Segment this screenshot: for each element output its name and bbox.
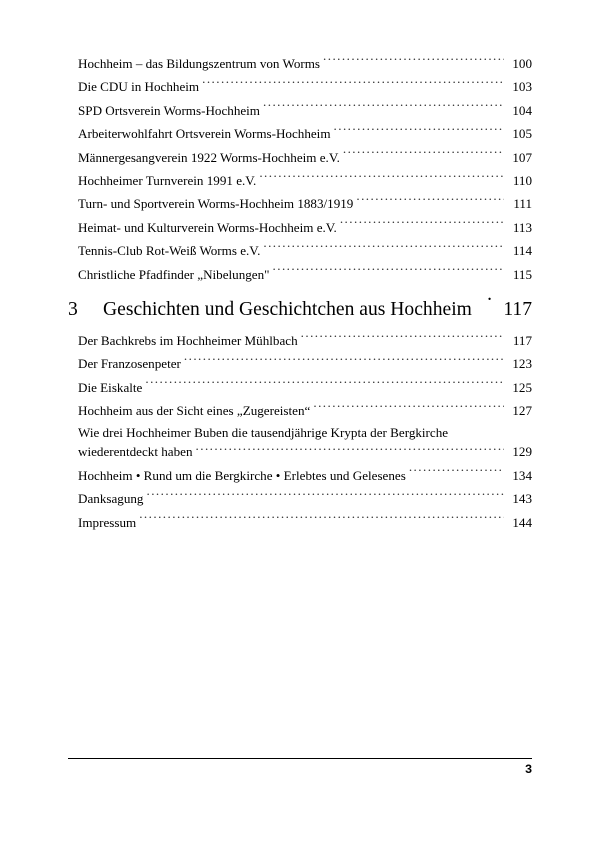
- toc-entry[interactable]: [68, 169, 532, 192]
- dot-leader: [340, 219, 504, 232]
- dot-leader: [259, 172, 504, 185]
- toc-entry-title: SPD Ortsverein Worms-Hochheim: [78, 102, 260, 118]
- toc-entry-title: Die CDU in Hochheim: [78, 79, 200, 95]
- dot-leader: [139, 514, 504, 527]
- toc-entry[interactable]: [68, 99, 532, 122]
- toc-entry-title: Danksagung: [78, 491, 144, 507]
- toc-entry-page: 114: [512, 243, 532, 259]
- toc-entry-title: Heimat- und Kulturverein Worms-Hochheim e.V.: [78, 219, 337, 235]
- toc-entry-page: 111: [513, 196, 532, 212]
- toc-entry[interactable]: [68, 464, 532, 487]
- toc-entry[interactable]: [68, 146, 532, 169]
- toc-entry-title: Arbeiterwohlfahrt Ortsverein Worms-Hochheim: [78, 126, 331, 142]
- toc-entry[interactable]: [68, 52, 532, 75]
- footer-page-number: 3: [525, 762, 532, 776]
- toc-entry-multiline[interactable]: [68, 423, 532, 464]
- toc-entry[interactable]: [68, 122, 532, 145]
- footer-divider: [68, 758, 532, 759]
- toc-entry-title-line2: wiederentdeckt haben: [78, 444, 193, 460]
- dot-leader: [313, 402, 504, 415]
- toc-entry-page: 110: [512, 173, 532, 189]
- dot-leader: [409, 467, 504, 480]
- toc-entry-title-line2-row: [78, 442, 532, 462]
- toc-entry[interactable]: [68, 192, 532, 215]
- toc-entry-title: Christliche Pfadfinder „Nibelungen": [78, 266, 270, 282]
- toc-entry[interactable]: [68, 399, 532, 422]
- toc-entry-page: 143: [512, 491, 532, 507]
- toc-entry-page: 117: [512, 333, 532, 349]
- toc-entry-page: 104: [512, 102, 532, 118]
- toc-entry[interactable]: [68, 216, 532, 239]
- toc-entry-title: Der Franzosenpeter: [78, 356, 181, 372]
- toc-entry[interactable]: [68, 352, 532, 375]
- table-of-contents: [68, 52, 532, 534]
- dot-leader: [343, 149, 504, 162]
- dot-leader: [145, 379, 504, 392]
- dot-leader: [263, 242, 504, 255]
- toc-entry[interactable]: [68, 487, 532, 510]
- toc-entry[interactable]: [68, 75, 532, 98]
- dot-leader: [356, 195, 504, 208]
- dot-leader: [263, 102, 504, 115]
- toc-entry-title: Hochheim – das Bildungszentrum von Worms: [78, 56, 321, 71]
- toc-chapter-heading[interactable]: [68, 293, 532, 327]
- toc-entry[interactable]: [68, 376, 532, 399]
- toc-entry-page: 129: [512, 444, 532, 460]
- dot-leader: [196, 443, 504, 456]
- toc-entry-title: Die Eiskalte: [78, 379, 143, 395]
- toc-entry[interactable]: [68, 329, 532, 352]
- toc-entry-title: Hochheim • Rund um die Bergkirche • Erlebtes und Gelesenes: [78, 467, 406, 483]
- toc-entry-page: 134: [512, 467, 532, 483]
- toc-entry-page: 105: [512, 126, 532, 142]
- dot-leader: [184, 355, 504, 368]
- toc-entry-title: Hochheimer Turnverein 1991 e.V.: [78, 173, 257, 189]
- toc-entry-page: 123: [512, 356, 532, 372]
- chapter-page: 117: [503, 299, 532, 321]
- dot-leader: [301, 332, 504, 345]
- toc-entry-page: 107: [512, 149, 532, 165]
- toc-entry-page: 125: [512, 379, 532, 395]
- dot-leader: [146, 490, 504, 503]
- toc-entry-page: 144: [512, 514, 532, 530]
- toc-entry-page: 127: [512, 403, 532, 419]
- toc-entry-title: Männergesangverein 1922 Worms-Hochheim e.V.: [78, 149, 340, 165]
- dot-leader: [474, 295, 492, 315]
- toc-entry[interactable]: [68, 263, 532, 286]
- dot-leader: [273, 266, 504, 279]
- toc-entry[interactable]: [68, 511, 532, 534]
- toc-entry-title-line1: Wie drei Hochheimer Buben die tausendjährige Krypta der Bergkirche: [78, 424, 449, 440]
- toc-entry-page: 113: [512, 219, 532, 235]
- toc-entry-title: Impressum: [78, 514, 137, 530]
- chapter-title: Geschichten und Geschichtchen aus Hochheim: [103, 299, 472, 321]
- toc-entry-page: 100: [512, 56, 532, 71]
- toc-entry-title: Tennis-Club Rot-Weiß Worms e.V.: [78, 243, 261, 259]
- toc-entry-page: 103: [512, 79, 532, 95]
- dot-leader: [202, 78, 504, 91]
- dot-leader: [334, 125, 504, 138]
- toc-entry[interactable]: [68, 239, 532, 262]
- dot-leader: [323, 55, 504, 68]
- toc-entry-title: Der Bachkrebs im Hochheimer Mühlbach: [78, 333, 298, 349]
- chapter-number: 3: [68, 299, 78, 321]
- toc-entry-title: Hochheim aus der Sicht eines „Zugereisten“: [78, 403, 311, 419]
- toc-entry-title: Turn- und Sportverein Worms-Hochheim 1883/1919: [78, 196, 354, 212]
- toc-entry-page: 115: [512, 266, 532, 282]
